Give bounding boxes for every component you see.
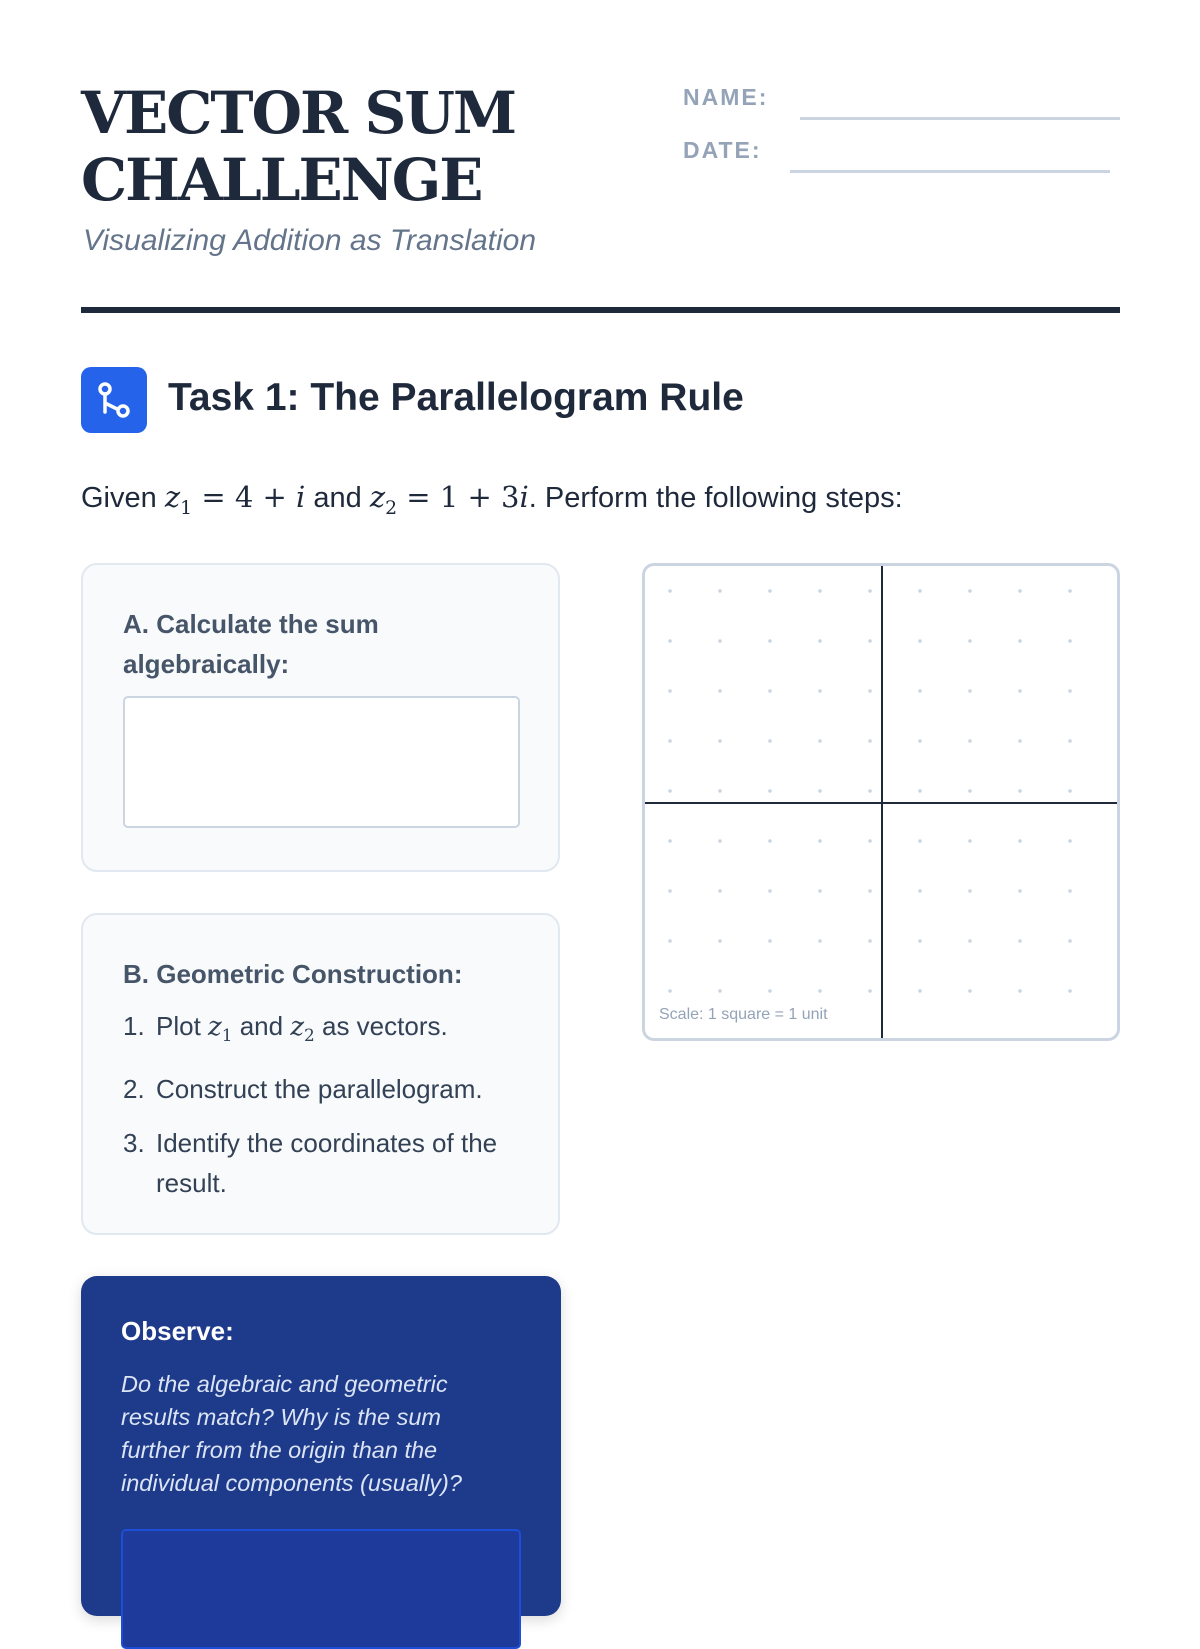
card-algebraic: [81, 563, 560, 872]
imaginary-axis: [881, 566, 883, 1038]
scale-label: Scale: 1 square = 1 unit: [659, 1006, 828, 1023]
date-label: DATE:: [683, 137, 762, 163]
list-item: 3. Identify the coordinates of the result.: [123, 1128, 498, 1199]
task-title: Task 1: The Parallelogram Rule: [168, 376, 744, 419]
card-b-heading: B. Geometric Construction:: [123, 959, 463, 989]
page-title: VECTOR SUM CHALLENGE: [81, 79, 516, 214]
algebraic-answer-input[interactable]: [123, 696, 520, 828]
coordinate-grid[interactable]: [642, 563, 1120, 1041]
observe-text: Do the algebraic and geometric results match? Why is the sum further from the origin than the individual components (usually)?: [121, 1371, 462, 1496]
task-instructions: Given $z_1 = 4 + i$ and $z_2 = 1 + 3i$. Perform the following steps:: [81, 480, 903, 519]
name-label: NAME:: [683, 84, 769, 110]
observe-heading: Observe:: [121, 1316, 234, 1346]
vector-path-icon: [81, 367, 147, 433]
steps-list: [123, 1006, 518, 1203]
page-subtitle: Visualizing Addition as Translation: [83, 224, 537, 257]
name-field[interactable]: [800, 117, 1120, 120]
divider: [81, 307, 1120, 313]
observe-answer-input[interactable]: [121, 1529, 521, 1649]
list-item: 1. Plot $z_1$ and $z_2$ as vectors.: [123, 1011, 448, 1046]
card-geometric: [81, 913, 560, 1235]
observe-card: [81, 1276, 561, 1616]
card-a-heading: A. Calculate the sum algebraically:: [123, 609, 379, 679]
date-field[interactable]: [790, 170, 1110, 173]
list-item: 2. Construct the parallelogram.: [123, 1074, 483, 1105]
